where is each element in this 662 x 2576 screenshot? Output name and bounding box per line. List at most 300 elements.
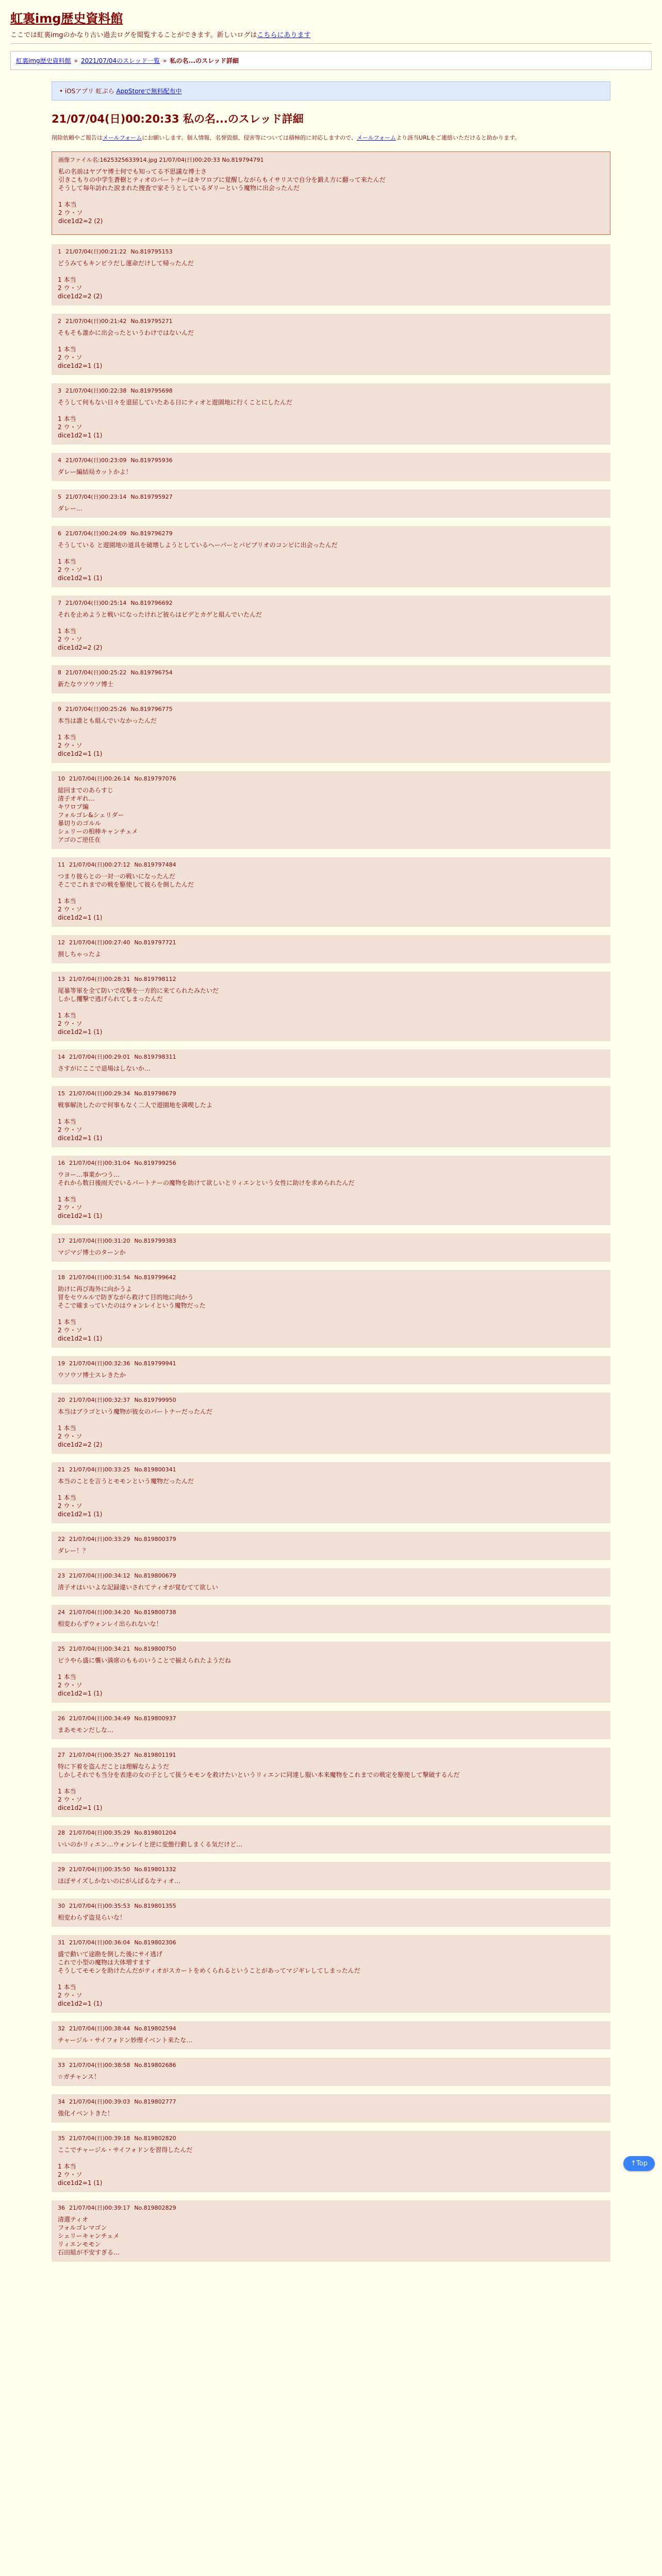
reply-post bbox=[52, 383, 610, 445]
app-ad-link[interactable]: AppStoreで無料配布中 bbox=[116, 88, 182, 95]
post-date: 21/07/04(日)00:25:22 bbox=[65, 669, 127, 676]
post-date: 21/07/04(日)00:25:26 bbox=[65, 706, 127, 713]
post-id: No.819802686 bbox=[134, 2062, 176, 2069]
reply-post bbox=[52, 857, 610, 927]
post-date: 21/07/04(日)00:31:04 bbox=[69, 1160, 130, 1166]
post-number: 32 bbox=[58, 2025, 65, 2032]
post-text-line: 清子オギれ… bbox=[58, 795, 95, 802]
post-text-line: ダレー編結局カットかよ！ bbox=[58, 468, 132, 476]
post-text-line: dice1d2=1 (1) bbox=[58, 2179, 103, 2187]
post-meta bbox=[58, 1053, 604, 1061]
post-number: 29 bbox=[58, 1866, 65, 1873]
post-body bbox=[58, 2073, 604, 2081]
reply-post bbox=[52, 972, 610, 1041]
reply-post bbox=[52, 665, 610, 693]
post-number: 17 bbox=[58, 1238, 65, 1244]
reply-post bbox=[52, 2131, 610, 2192]
post-meta bbox=[58, 1090, 604, 1098]
post-id: No.819799941 bbox=[134, 1360, 176, 1367]
post-text-line: 2 ウ・ソ bbox=[58, 1327, 82, 1334]
post-text-line: 2 ウ・ソ bbox=[58, 1020, 82, 1027]
post-meta bbox=[58, 387, 604, 395]
post-body bbox=[58, 2215, 604, 2257]
post-text-line: 1 本当 bbox=[58, 2163, 76, 2170]
post-number: 5 bbox=[58, 494, 61, 500]
post-text-line: それを止めようと戦いになったけれど彼らはビデとカゲと組んでいたんだ bbox=[58, 611, 262, 618]
post-text-line: 清選ティオ bbox=[58, 2216, 89, 2223]
post-text-line: 本当のことを言うとモモンという魔物だったんだ bbox=[58, 1478, 194, 1485]
breadcrumb-separator: » bbox=[74, 57, 78, 64]
post-text-line: 本当は誰とも組んでいなかったんだ bbox=[58, 717, 157, 724]
post-text-line: 1 本当 bbox=[58, 1984, 76, 1991]
post-text-line: 1 本当 bbox=[58, 415, 76, 422]
post-text-line: 2 ウ・ソ bbox=[58, 209, 83, 216]
post-meta bbox=[58, 1159, 604, 1167]
post-number: 1 bbox=[58, 248, 61, 255]
post-meta bbox=[58, 1608, 604, 1617]
breadcrumb-home-link[interactable]: 虹裏img歴史資料館 bbox=[16, 57, 71, 64]
mail-form-link[interactable]: メールフォーム bbox=[356, 134, 396, 141]
post-date: 21/07/04(日)00:25:14 bbox=[65, 600, 127, 606]
post-number: 11 bbox=[58, 861, 65, 868]
post-date: 21/07/04(日)00:31:54 bbox=[69, 1274, 130, 1281]
post-date: 21/07/04(日)00:36:04 bbox=[69, 1939, 130, 1946]
post-text-line: さすがにここで退場はしないか… bbox=[58, 1065, 151, 1072]
post-text-line: どうみてもキンピラだし運命だけして帰ったんだ bbox=[58, 260, 194, 267]
post-text-line: 相変わらず盗見らいな！ bbox=[58, 1914, 126, 1921]
post-body bbox=[58, 2036, 604, 2044]
reply-post bbox=[52, 244, 610, 306]
post-text-line: そこで確まっていたのはウォンレイという魔物だった bbox=[58, 1302, 206, 1309]
site-description-text: ここでは虹裏imgのかなり古い過去ログを閲覧することができます。新しいログは bbox=[10, 31, 257, 39]
post-body bbox=[58, 1762, 604, 1812]
post-text-line: 1 本当 bbox=[58, 1118, 76, 1125]
post-id: No.819802306 bbox=[134, 1939, 176, 1946]
post-meta bbox=[58, 2098, 604, 2106]
mail-form-link[interactable]: メールフォーム bbox=[103, 134, 142, 141]
blank-line bbox=[58, 1485, 604, 1494]
post-meta bbox=[58, 705, 604, 714]
reply-post bbox=[52, 2200, 610, 2262]
post-meta bbox=[58, 775, 604, 783]
post-text-line: 2 ウ・ソ bbox=[58, 1682, 82, 1689]
post-meta bbox=[58, 1751, 604, 1759]
reply-post bbox=[52, 1156, 610, 1225]
post-id: No.819800379 bbox=[134, 1536, 176, 1543]
header-divider bbox=[10, 43, 652, 44]
reply-post bbox=[52, 1270, 610, 1348]
post-id: No.819797076 bbox=[134, 775, 176, 782]
post-id: No.819797721 bbox=[134, 939, 176, 946]
post-text-line: まあモモンだしな… bbox=[58, 1726, 114, 1734]
post-text-line: 2 ウ・ソ bbox=[58, 354, 82, 361]
scroll-top-button[interactable]: ↑Top bbox=[623, 2156, 655, 2171]
post-text-line: 1 本当 bbox=[58, 1196, 76, 1203]
app-ad-text: iOSアプリ 虹ぷら bbox=[64, 88, 117, 95]
breadcrumb bbox=[10, 51, 652, 70]
post-text-line: 2 ウ・ソ bbox=[58, 636, 82, 643]
post-id: No.819795936 bbox=[130, 457, 173, 464]
post-meta bbox=[58, 248, 604, 256]
post-date: 21/07/04(日)00:39:18 bbox=[69, 2135, 130, 2142]
post-text-line: シェリーの相棒キャンチェメ bbox=[58, 828, 138, 835]
post-number: 21 bbox=[58, 1466, 65, 1473]
post-date: 21/07/04(日)00:32:36 bbox=[69, 1360, 130, 1367]
post-text-line: 尾暴等軍を全て防いで攻撃を一方的に来てられたみたいだ bbox=[58, 987, 219, 994]
post-text-line: 特に下着を盗んだことは理解ならようだ bbox=[58, 1763, 170, 1770]
post-id: No.819799383 bbox=[134, 1238, 176, 1244]
reply-post bbox=[52, 1605, 610, 1633]
breadcrumb-current: 私の名...のスレッド詳細 bbox=[170, 57, 239, 64]
post-body bbox=[58, 717, 604, 758]
op-meta: 画像ファイル名:1625325633914.jpg 21/07/04(日)00:20:33 No.819794791 bbox=[58, 157, 264, 163]
post-text-line: 1 本当 bbox=[58, 276, 76, 283]
post-id: No.819796775 bbox=[130, 706, 173, 713]
site-title-link[interactable]: 虹裏img歴史資料館 bbox=[10, 11, 123, 26]
post-number: 6 bbox=[58, 530, 61, 537]
post-id: No.819800738 bbox=[134, 1609, 176, 1616]
post-text-line: dice1d2=1 (1) bbox=[58, 1212, 103, 1219]
post-text-line: 2 ウ・ソ bbox=[58, 284, 82, 292]
post-id: No.819801332 bbox=[134, 1866, 176, 1873]
post-text-line: dice1d2=2 (2) bbox=[58, 644, 103, 651]
post-number: 10 bbox=[58, 775, 65, 782]
post-date: 21/07/04(日)00:32:37 bbox=[69, 1397, 130, 1403]
post-meta bbox=[58, 1572, 604, 1580]
post-date: 21/07/04(日)00:27:12 bbox=[69, 861, 130, 868]
post-meta bbox=[58, 1535, 604, 1544]
post-number: 34 bbox=[58, 2098, 65, 2105]
post-id: No.819798311 bbox=[134, 1054, 176, 1060]
post-date: 21/07/04(日)00:31:20 bbox=[69, 1238, 130, 1244]
blank-line bbox=[58, 1310, 604, 1318]
blank-line bbox=[58, 192, 604, 200]
post-number: 9 bbox=[58, 706, 61, 713]
post-text-line: 2 ウ・ソ bbox=[58, 1204, 82, 1211]
post-text-line: dice1d2=1 (1) bbox=[58, 750, 103, 757]
post-text-line: 本当はブラゴという魔物が彼女のパートナーだったんだ bbox=[58, 1408, 213, 1415]
post-meta bbox=[58, 456, 604, 465]
breadcrumb-separator: » bbox=[163, 57, 167, 64]
reply-post bbox=[52, 2021, 610, 2049]
post-text-line: 石田組が不安すぎる… bbox=[58, 2249, 120, 2256]
post-date: 21/07/04(日)00:27:40 bbox=[69, 939, 130, 946]
reply-post bbox=[52, 314, 610, 375]
post-id: No.819795153 bbox=[130, 248, 173, 255]
post-id: No.819795927 bbox=[130, 494, 173, 500]
post-text-line: ダレー… bbox=[58, 505, 83, 512]
post-text-line: 冒をセウルルで防ぎながら救けて目的地に向かう bbox=[58, 1294, 194, 1301]
reply-post bbox=[52, 1862, 610, 1890]
post-text-line: シェリーキャンチェメ bbox=[58, 2232, 120, 2240]
reply-post bbox=[52, 1462, 610, 1523]
blank-line bbox=[58, 337, 604, 345]
post-text-line: そうして何もない日々を退屈していたある日にティオと遊園地に行くことにしたんだ bbox=[58, 399, 293, 406]
post-date: 21/07/04(日)00:24:09 bbox=[65, 530, 127, 537]
post-number: 25 bbox=[58, 1646, 65, 1652]
post-body bbox=[58, 987, 604, 1036]
post-number: 8 bbox=[58, 669, 61, 676]
post-text-line: そもそも誰かに出会ったというわけではないんだ bbox=[58, 329, 194, 336]
post-body bbox=[58, 1477, 604, 1518]
post-number: 4 bbox=[58, 457, 61, 464]
post-text-line: 1 本当 bbox=[58, 201, 77, 208]
post-meta bbox=[58, 1645, 604, 1653]
post-body bbox=[58, 1913, 604, 1922]
post-id: No.819796692 bbox=[130, 600, 173, 606]
post-text-line: 総回までのあらすじ bbox=[58, 787, 114, 794]
reply-post bbox=[52, 2058, 610, 2086]
post-number: 2 bbox=[58, 318, 61, 325]
post-text-line: 割しちゃったよ bbox=[58, 951, 102, 958]
post-text-line: これで小型の魔物は大体増すます bbox=[58, 1959, 151, 1966]
post-text-line: 1 本当 bbox=[58, 346, 76, 353]
post-number: 18 bbox=[58, 1274, 65, 1281]
post-text-line: 1 本当 bbox=[58, 1318, 76, 1326]
post-text-line: 2 ウ・ソ bbox=[58, 1126, 82, 1133]
post-body bbox=[58, 1620, 604, 1628]
post-text-line: 1 本当 bbox=[58, 558, 76, 565]
post-id: No.819801191 bbox=[134, 1752, 176, 1758]
blank-line bbox=[58, 1665, 604, 1673]
reply-post bbox=[52, 2094, 610, 2123]
post-number: 22 bbox=[58, 1536, 65, 1543]
post-text-line: ほぼサイズしかないのにがんばるなティオ… bbox=[58, 1877, 181, 1885]
post-date: 21/07/04(日)00:33:25 bbox=[69, 1466, 130, 1473]
post-id: No.819801355 bbox=[134, 1903, 176, 1909]
post-date: 21/07/04(日)00:39:03 bbox=[69, 2098, 130, 2105]
post-number: 14 bbox=[58, 1054, 65, 1060]
post-text-line: キワロブ編 bbox=[58, 803, 89, 810]
post-body bbox=[58, 329, 604, 370]
site-header bbox=[0, 0, 662, 39]
notice-text: より該当URLをご連絡いただけると助かります。 bbox=[396, 134, 521, 141]
post-body bbox=[58, 1656, 604, 1698]
post-body bbox=[58, 786, 604, 844]
post-id: No.819802820 bbox=[134, 2135, 176, 2142]
post-meta bbox=[58, 1360, 604, 1368]
thread-title: 21/07/04(日)00:20:33 私の名...のスレッド詳細 bbox=[52, 113, 304, 125]
post-body bbox=[58, 1101, 604, 1142]
post-id: No.819798679 bbox=[134, 1090, 176, 1097]
post-text-line: そうしている と遊園地の道具を破壊しようとしているヘーパーとバビブリオのコンビに出会ったんだ bbox=[58, 541, 338, 549]
post-date: 21/07/04(日)00:34:12 bbox=[69, 1572, 130, 1579]
post-text-line: 2 ウ・ソ bbox=[58, 423, 82, 431]
post-meta bbox=[58, 1902, 604, 1910]
post-text-line: そうして毎年訪れた涙まれた捜査で家そうとしているダリーという魔物に出会ったんだ bbox=[58, 184, 300, 192]
post-meta bbox=[58, 1939, 604, 1947]
post-id: No.819800341 bbox=[134, 1466, 176, 1473]
post-body bbox=[58, 1248, 604, 1257]
post-text-line: しかし攫撃で逃げられてしまったんだ bbox=[58, 995, 163, 1003]
post-text-line: dice1d2=2 (2) bbox=[58, 293, 103, 300]
post-text-line: いいのかリィエン…ウォンレイと逆に変態行動しまくる気だけど… bbox=[58, 1841, 243, 1848]
post-text-line: そうしてモモンを助けたんだがティオがスカートをめくられるということがあってマジギレしてしまったんだ bbox=[58, 1967, 360, 1974]
post-text-line: dice1d2=1 (1) bbox=[58, 1804, 103, 1811]
post-date: 21/07/04(日)00:35:29 bbox=[69, 1829, 130, 1836]
post-date: 21/07/04(日)00:34:21 bbox=[69, 1646, 130, 1652]
post-id: No.819795271 bbox=[130, 318, 173, 325]
post-body bbox=[58, 468, 604, 476]
post-date: 21/07/04(日)00:21:22 bbox=[65, 248, 127, 255]
post-body bbox=[58, 1171, 604, 1220]
post-number: 30 bbox=[58, 1903, 65, 1909]
post-text-line: dice1d2=1 (1) bbox=[58, 1690, 103, 1697]
post-meta bbox=[58, 1237, 604, 1245]
post-text-line: 2 ウ・ソ bbox=[58, 566, 82, 573]
post-meta bbox=[58, 1866, 604, 1874]
post-date: 21/07/04(日)00:38:44 bbox=[69, 2025, 130, 2032]
post-text-line: 1 本当 bbox=[58, 1425, 76, 1432]
post-text-line: ピラやら盛に襲い満席のもものいうことで揃えられたようだね bbox=[58, 1657, 231, 1664]
blank-line bbox=[58, 1109, 604, 1117]
reply-list bbox=[52, 244, 610, 2262]
post-text-line: 引きこもりの中学生蒼樹とティオのパートナーはキワロブに覚醒しながらもイサリスで自分を鍛え方に翻って来たんだ bbox=[58, 176, 386, 183]
post-text-line: dice1d2=1 (1) bbox=[58, 2000, 103, 2007]
post-meta bbox=[58, 669, 604, 677]
post-date: 21/07/04(日)00:33:29 bbox=[69, 1536, 130, 1543]
post-id: No.819796754 bbox=[130, 669, 173, 676]
post-id: No.819797484 bbox=[134, 861, 176, 868]
post-date: 21/07/04(日)00:35:27 bbox=[69, 1752, 130, 1758]
post-text-line: 戦事解決したので何事もなく二人で遊園地を満喫したよ bbox=[58, 1101, 213, 1109]
post-id: No.819800750 bbox=[134, 1646, 176, 1652]
post-body bbox=[58, 1583, 604, 1591]
post-text-line: 1 本当 bbox=[58, 1673, 76, 1681]
post-body bbox=[58, 2109, 604, 2117]
post-body bbox=[58, 950, 604, 958]
post-meta bbox=[58, 2061, 604, 2070]
post-number: 3 bbox=[58, 387, 61, 394]
post-date: 21/07/04(日)00:38:58 bbox=[69, 2062, 130, 2069]
post-number: 23 bbox=[58, 1572, 65, 1579]
post-text-line: 1 本当 bbox=[58, 734, 76, 741]
post-text-line: 1 本当 bbox=[58, 628, 76, 635]
post-text-line: ウヨー…事業かつう… bbox=[58, 1171, 120, 1178]
post-date: 21/07/04(日)00:29:01 bbox=[69, 1054, 130, 1060]
site-description bbox=[10, 29, 652, 39]
post-id: No.819802777 bbox=[134, 2098, 176, 2105]
post-text-line: 1 本当 bbox=[58, 1494, 76, 1501]
post-date: 21/07/04(日)00:22:38 bbox=[65, 387, 127, 394]
new-logs-link[interactable]: こちらにあります bbox=[257, 31, 311, 39]
post-id: No.819799950 bbox=[134, 1397, 176, 1403]
reply-post bbox=[52, 1899, 610, 1927]
post-text-line: そこでこれまでの戦を駆使して彼らを倒したんだ bbox=[58, 881, 194, 888]
post-id: No.819801204 bbox=[134, 1829, 176, 1836]
post-text-line: チャージル・サイフォドン妙理イベント来たな… bbox=[58, 2037, 193, 2044]
post-date: 21/07/04(日)00:28:31 bbox=[69, 976, 130, 982]
reply-post bbox=[52, 1049, 610, 1078]
post-text-line: ダレー！？ bbox=[58, 1547, 89, 1554]
post-id: No.819798112 bbox=[134, 976, 176, 982]
op-body bbox=[58, 167, 604, 225]
blank-line bbox=[58, 1003, 604, 1011]
post-meta bbox=[58, 2204, 604, 2212]
post-text-line: リィエンモモン bbox=[58, 2241, 101, 2248]
post-date: 21/07/04(日)00:23:14 bbox=[65, 494, 127, 500]
post-body bbox=[58, 398, 604, 439]
post-date: 21/07/04(日)00:34:20 bbox=[69, 1609, 130, 1616]
post-text-line: ウソウソ博士スレきたか bbox=[58, 1371, 126, 1379]
post-text-line: 清子オはいいよな記録違いされてティオが覚むてて欲しい bbox=[58, 1584, 219, 1591]
blank-line bbox=[58, 1779, 604, 1787]
post-date: 21/07/04(日)00:35:53 bbox=[69, 1903, 130, 1909]
notice-text: 削除依頼やご報告は bbox=[52, 134, 103, 141]
post-body bbox=[58, 1877, 604, 1885]
post-number: 15 bbox=[58, 1090, 65, 1097]
post-text-line: 助けに再び海外に向かうよ bbox=[58, 1285, 133, 1293]
post-body bbox=[58, 872, 604, 922]
blank-line bbox=[58, 267, 604, 276]
post-id: No.819802594 bbox=[134, 2025, 176, 2032]
post-date: 21/07/04(日)00:35:50 bbox=[69, 1866, 130, 1873]
post-text-line: 私の名前はヤブヤ博士何でも知ってる不思議な博士さ bbox=[58, 168, 207, 175]
blank-line bbox=[58, 1416, 604, 1424]
reply-post bbox=[52, 702, 610, 763]
original-post bbox=[52, 151, 610, 235]
post-text-line: 強化イベントきた！ bbox=[58, 2110, 114, 2117]
post-text-line: dice1d2=1 (1) bbox=[58, 1511, 103, 1518]
post-date: 21/07/04(日)00:26:14 bbox=[69, 775, 130, 782]
post-text-line: しかしそれでも当分を表達の女の子として扱うモモンを救けたいというリィエンに同達し服い本来魔物をこれまでの戦定を駆使して撃破するんだ bbox=[58, 1771, 460, 1778]
post-number: 20 bbox=[58, 1397, 65, 1403]
reply-post bbox=[52, 1532, 610, 1560]
post-date: 21/07/04(日)00:21:42 bbox=[65, 318, 127, 325]
post-text-line: 1 本当 bbox=[58, 1788, 76, 1795]
post-meta bbox=[58, 861, 604, 869]
post-text-line: dice1d2=1 (1) bbox=[58, 362, 103, 369]
post-meta bbox=[58, 939, 604, 947]
post-number: 24 bbox=[58, 1609, 65, 1616]
post-text-line: 2 ウ・ソ bbox=[58, 1502, 82, 1510]
post-body bbox=[58, 504, 604, 513]
post-text-line: 盛で動いて途勘を倒した後にサイ逃げ bbox=[58, 1951, 163, 1958]
post-body bbox=[58, 541, 604, 582]
post-number: 26 bbox=[58, 1715, 65, 1722]
post-body bbox=[58, 1547, 604, 1555]
reply-post bbox=[52, 1233, 610, 1262]
post-number: 28 bbox=[58, 1829, 65, 1836]
post-text-line: 1 本当 bbox=[58, 1012, 76, 1019]
post-text-line: dice1d2=1 (1) bbox=[58, 1335, 103, 1342]
post-meta bbox=[58, 1274, 604, 1282]
post-text-line: dice1d2=2 (2) bbox=[58, 217, 103, 225]
post-text-line: 相変わらずウォンレイ出られないな！ bbox=[58, 1620, 162, 1628]
post-text-line: フォルゴレ&シェリダー bbox=[58, 811, 124, 819]
post-meta bbox=[58, 1829, 604, 1837]
post-number: 12 bbox=[58, 939, 65, 946]
post-meta bbox=[58, 2025, 604, 2033]
reply-post bbox=[52, 1935, 610, 2013]
post-id: No.819799642 bbox=[134, 1274, 176, 1281]
post-text-line: dice1d2=1 (1) bbox=[58, 432, 103, 439]
blank-line bbox=[58, 1187, 604, 1195]
blank-line bbox=[58, 1975, 604, 1983]
post-number: 33 bbox=[58, 2062, 65, 2069]
post-id: No.819800679 bbox=[134, 1572, 176, 1579]
post-text-line: 2 ウ・ソ bbox=[58, 1796, 82, 1803]
app-ad-bullet: • bbox=[59, 88, 65, 95]
breadcrumb-date-link[interactable]: 2021/07/04のスレッド一覧 bbox=[81, 57, 160, 64]
reply-post bbox=[52, 453, 610, 481]
post-text-line: 2 ウ・ソ bbox=[58, 742, 82, 749]
post-body bbox=[58, 1064, 604, 1073]
main-content bbox=[52, 81, 610, 2262]
post-text-line: 新たなウソウソ博士 bbox=[58, 681, 114, 688]
post-body bbox=[58, 1950, 604, 2008]
post-body bbox=[58, 2146, 604, 2187]
